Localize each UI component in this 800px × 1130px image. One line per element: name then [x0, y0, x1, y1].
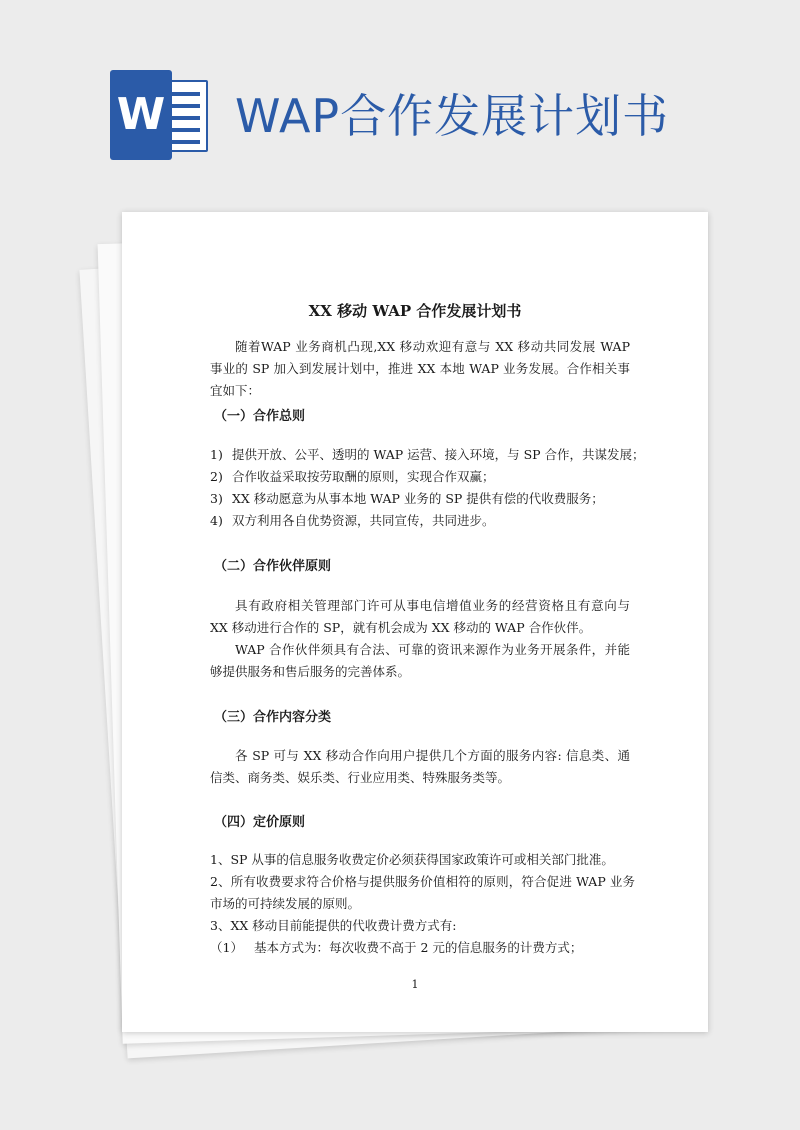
list-item [210, 444, 645, 466]
list-item [210, 488, 640, 510]
word-icon [110, 70, 210, 160]
section-heading: （三）合作内容分类 [214, 710, 332, 725]
pricing-subitem [210, 937, 640, 959]
paragraph: WAP 合作伙伴须具有合法、可靠的资讯来源作为业务开展条件，并能够提供服务和售后服务的完善体系。 [210, 642, 630, 679]
document-title: XX 移动 WAP 合作发展计划书 [308, 302, 522, 320]
paragraph: 具有政府相关管理部门许可从事电信增值业务的经营资格且有意向与 XX 移动进行合作的 SP，就有机会成为 XX 移动的 WAP 合作伙伴。 [210, 598, 630, 635]
section-heading: （二）合作伙伴原则 [214, 559, 332, 574]
list-text: 合作收益采取按劳取酬的原则，实现合作双赢； [232, 469, 495, 484]
paragraph: 各 SP 可与 XX 移动合作向用户提供几个方面的服务内容: 信息类、通信类、商务类、娱乐类、行业应用类、特殊服务类等。 [210, 748, 630, 785]
pricing-line: 3、XX 移动目前能提供的代收费计费方式有: [210, 918, 457, 933]
list-item [210, 466, 640, 488]
document-page [122, 212, 708, 1032]
list-number: 3) [210, 491, 223, 506]
list-number: 2) [210, 469, 223, 484]
section-heading: （一）合作总则 [214, 409, 306, 424]
list-text: 提供开放、公平、透明的 WAP 运营、接入环境，与 SP 合作，共谋发展； [232, 447, 645, 462]
list-item [210, 510, 640, 532]
banner [0, 0, 800, 205]
list-text: 基本方式为：每次收费不高于 2 元的信息服务的计费方式； [254, 940, 583, 955]
list-text: 双方利用各自优势资源，共同宣传，共同进步。 [232, 513, 495, 528]
section-heading: （四）定价原则 [214, 815, 306, 830]
list-number: （1） [210, 940, 243, 955]
list-text: XX 移动愿意为从事本地 WAP 业务的 SP 提供有偿的代收费服务； [232, 491, 604, 506]
list-number: 4) [210, 513, 223, 528]
list-number: 1) [210, 447, 223, 462]
word-logo-letter: W [110, 70, 172, 160]
intro-paragraph: 随着WAP 业务商机凸现,XX 移动欢迎有意与 XX 移动共同发展 WAP 事业的 SP 加入到发展计划中，推进 XX 本地 WAP 业务发展。合作相关事宜如下： [210, 339, 630, 398]
pricing-line: 2、所有收费要求符合价格与提供服务价值相符的原则，符合促进 WAP 业务市场的可持续发展的原则。 [210, 874, 635, 911]
pricing-line: 1、SP 从事的信息服务收费定价必须获得国家政策许可或相关部门批准。 [210, 852, 614, 867]
page-number: 1 [411, 978, 419, 991]
banner-title: WAP合作发展计划书 [235, 89, 670, 143]
